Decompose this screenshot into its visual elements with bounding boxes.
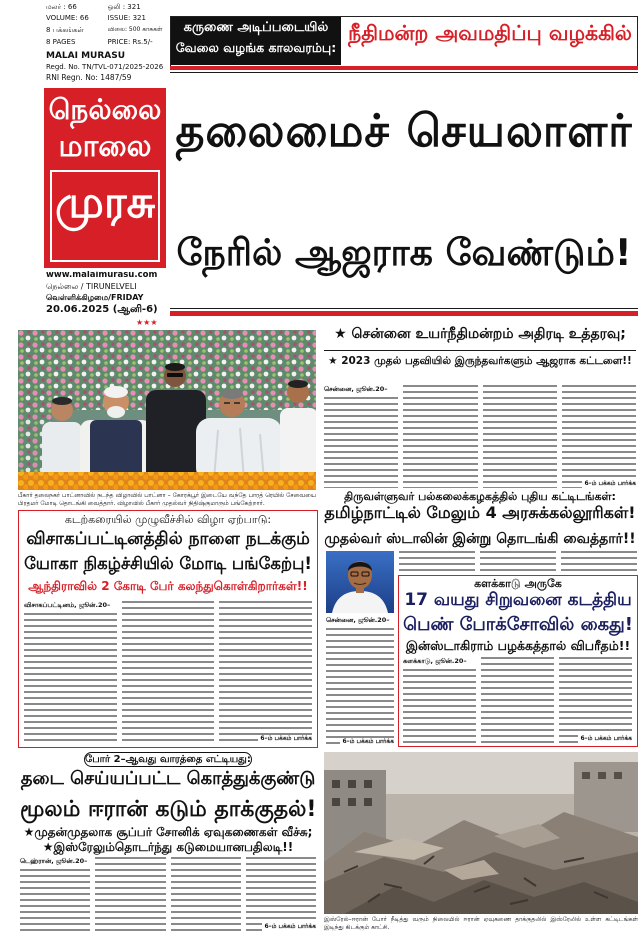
kalakkad-headline-line-2: பெண் போக்சோவில் கைது!: [403, 615, 633, 635]
text-column: [95, 857, 165, 931]
war-photo-image: [324, 752, 638, 914]
pages-english: 8 PAGES: [46, 38, 76, 46]
text-column: [20, 857, 90, 931]
lead-bullet-2: ★ 2023 முதல் பதவியில் இருந்தவர்களும் ஆஜராக கட்டளை!!: [328, 355, 632, 367]
lead-body: [324, 385, 636, 488]
yoga-dateline: விசாகப்பட்டினம், ஜூன்.20–: [24, 601, 117, 609]
lead-dateline: சென்னை, ஜூன்.20–: [324, 385, 398, 393]
modi-photo-caption: பீகார் தலைநகர் பாட்னாவில் நடந்த விழாவில் பாட்னா – கோரக்பூர் இடையே வந்தே பாரத் ரெயில் சேவையை பிரதமர் மோடி தொடங்கி வைத்தார். விழாவில் பீகார் முதல்வர் நிதிஷ்குமாரும் பங்கேற்றார்.: [18, 492, 316, 507]
text-column: [324, 385, 398, 488]
price-tamil: விலை: 500 காசுகள்: [107, 26, 163, 33]
text-column: [483, 385, 557, 488]
text-column: [219, 601, 312, 743]
colleges-body-top: [399, 551, 637, 572]
war-bullet-2: ★இஸ்ரேலும்தொடர்ந்து கடுமையானபதிலடி!!: [42, 841, 294, 854]
issue-tamil: ஒலி : 321: [107, 3, 141, 11]
war-story: [18, 752, 318, 932]
masthead: [0, 0, 168, 330]
volume-issue-english-row: [46, 13, 166, 23]
text-column: [403, 385, 477, 488]
war-continued: 6–ம் பக்கம் பார்க்க: [264, 923, 316, 930]
war-photo-caption: இஸ்ரேல்–ஈரான் போர் நீடித்து வரும் நிலையில் ஈரான் ஏவுகணை தாக்குதலில் இஸ்ரேலில் உள்ள கட்டிடங்கள் இடிந்து கிடக்கும் காட்சி.: [324, 916, 638, 931]
kalakkad-continued: 6–ம் பக்கம் பார்க்க: [580, 735, 632, 742]
yoga-headline-line-1: விசாகப்பட்டினத்தில் நாளை நடக்கும்: [26, 530, 310, 549]
lead-headline-line-1: தலைமைச் செயலாளர்: [175, 106, 633, 157]
logo-line-nellai: நெல்லை: [48, 94, 162, 126]
yoga-body: [24, 601, 312, 743]
marigold-garland: [18, 472, 316, 490]
lead-bottom-black-rule: [170, 308, 638, 309]
yoga-story: [18, 510, 318, 748]
stalin-photo: [326, 551, 394, 613]
text-column: [481, 657, 554, 743]
modi-photo-image: [18, 330, 316, 490]
logo-frame: [50, 170, 160, 262]
text-column: [171, 857, 241, 931]
yoga-headline-line-2: யோகா நிகழ்ச்சியில் மோடி பங்கேற்பு!: [24, 555, 312, 573]
text-column: [559, 657, 632, 743]
lead-bullet-divider: [324, 350, 636, 351]
text-column: [326, 616, 394, 746]
colleges-kicker: திருவள்ளுவர் பல்கலைக்கழகத்தில் புதிய கட்டிடங்கள்:: [344, 491, 616, 503]
war-headline-line-1: தடை செய்யப்பட்ட கொத்துக்குண்டு: [20, 769, 316, 789]
colleges-body-left: [326, 616, 394, 746]
war-body: [20, 857, 316, 931]
volume-tamil: மலர் : 66: [46, 3, 77, 11]
registration-number: Regd. No. TN/TVL-071/2025-2026: [46, 63, 164, 71]
stalin-photo-image: [326, 551, 394, 613]
yoga-subhead: ஆந்திராவில் 2 கோடி பேர் கலந்துகொள்கிறார்கள்!!: [28, 580, 308, 593]
volume-english: VOLUME: 66: [46, 14, 89, 22]
lead-kicker-box: [171, 17, 341, 65]
yoga-continued: 6–ம் பக்கம் பார்க்க: [260, 735, 312, 742]
website: www.malaimurasu.com: [46, 271, 158, 280]
war-kicker: போர் 2–ஆவது வாரத்தை எட்டியது:: [85, 754, 251, 765]
war-bullet-1: ★முதன்முதலாக சூப்பர் சோனிக் ஏவுகணைகள் வீச்சு;: [23, 826, 313, 839]
day: வெள்ளிக்கிழமை/FRIDAY: [46, 293, 144, 302]
kalakkad-dateline: களக்காடு, ஜூன்.20–: [403, 657, 476, 665]
stars-decoration: ★★★: [136, 318, 158, 327]
lead-headline-line-2: நேரில் ஆஜராக வேண்டும்!: [176, 231, 632, 274]
logo-line-malai: மாலை: [58, 130, 152, 164]
kalakkad-subhead: இன்ஸ்டாகிராம் பழக்கத்தால் விபரீதம்!!: [405, 639, 631, 653]
paper-name: MALAI MURASU: [46, 51, 126, 61]
pages-tamil: 8 பக்கங்கள்: [46, 26, 84, 34]
colleges-headline: தமிழ்நாட்டில் மேலும் 4 அரசுக்கல்லூரிகள்!: [324, 504, 636, 522]
kalakkad-body: [403, 657, 632, 743]
lead-continued: 6–ம் பக்கம் பார்க்க: [584, 480, 636, 487]
lead-kicker-line-2: வேலை வழங்க காலவரம்பு:: [175, 41, 337, 55]
lead-top-black-rule: [170, 72, 638, 73]
kalakkad-headline-line-1: 17 வயது சிறுவனை கடத்திய: [404, 591, 632, 610]
text-column: [403, 657, 476, 743]
text-column: [24, 601, 117, 743]
newspaper-logo: [44, 88, 166, 268]
pages-price-tamil-row: [46, 25, 166, 35]
modi-photo: [18, 330, 316, 490]
kalakkad-kicker: களக்காடு அருகே: [474, 578, 562, 590]
logo-line-murasu: முரசு: [55, 178, 155, 228]
kalakkad-story: [398, 575, 638, 747]
colleges-subhead: முதல்வர் ஸ்டாலின் இன்று தொடங்கி வைத்தார்!!: [324, 531, 636, 547]
rni-number: RNI Regn. No: 1487/59: [46, 74, 132, 82]
lead-bullet-1: ★ சென்னை உயர்நீதிமன்றம் அதிரடி உத்தரவு;: [334, 326, 626, 342]
price-english: PRICE: Rs.5/-: [107, 38, 153, 46]
colleges-continued: 6–ம் பக்கம் பார்க்க: [342, 738, 394, 745]
volume-issue-tamil-row: [46, 2, 166, 12]
lead-kicker-red: நீதிமன்ற அவமதிப்பு வழக்கில்: [348, 22, 632, 45]
war-dateline: டெஹ்ரான், ஜூன்.20–: [20, 857, 90, 865]
issue-date: 20.06.2025 (ஆனி-6): [46, 304, 158, 315]
colleges-dateline: சென்னை, ஜூன்.20–: [326, 616, 394, 624]
text-column: [562, 385, 636, 488]
pages-price-english-row: [46, 37, 166, 47]
text-column: [480, 551, 556, 572]
lead-kicker-line-1: கருணை அடிப்படையில்: [183, 21, 329, 35]
lead-top-red-rule: [170, 66, 638, 70]
text-column: [561, 551, 637, 572]
text-column: [399, 551, 475, 572]
lead-bottom-red-rule: [170, 311, 638, 316]
text-column: [246, 857, 316, 931]
text-column: [122, 601, 215, 743]
war-headline-line-2: மூலம் ஈரான் கடும் தாக்குதல்!: [20, 797, 316, 822]
issue-english: ISSUE: 321: [107, 14, 146, 22]
war-photo: [324, 752, 638, 914]
edition: நெல்லை / TIRUNELVELI: [46, 282, 137, 291]
yoga-kicker: கடற்கரையில் முழுவீச்சில் விழா ஏற்பாடு:: [64, 514, 272, 526]
